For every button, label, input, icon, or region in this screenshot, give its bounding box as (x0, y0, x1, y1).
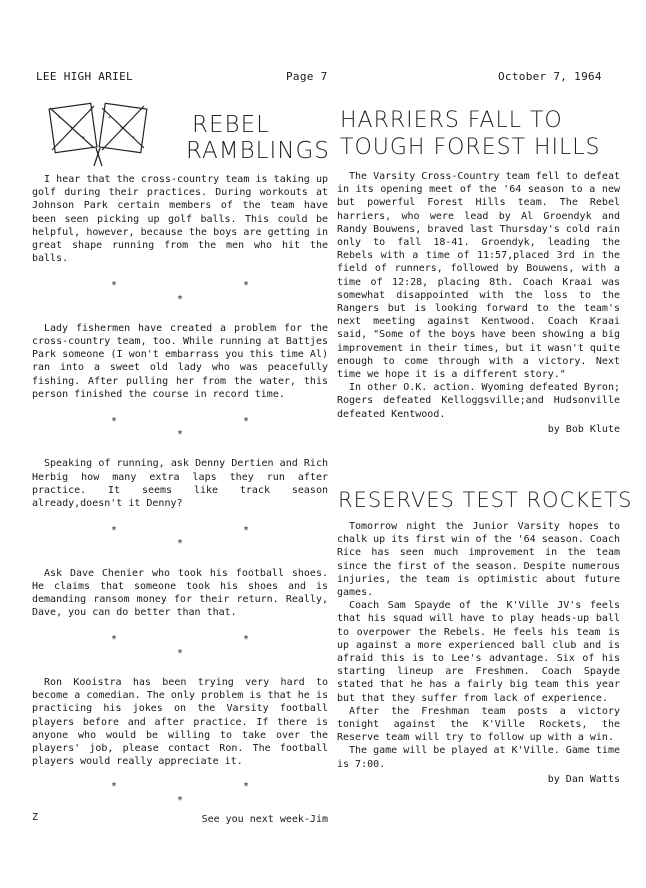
section-divider: * * * (110, 634, 310, 659)
section-divider: * * * (110, 525, 310, 550)
typist-mark: Z (32, 811, 39, 823)
article-paragraph: Ron Kooistra has been trying very hard to become a comedian. The only problem is that he is practicing his jokes on the Varsity football players before and after practice. If there is anyone who would be willing to take over the players' job, please contact Ron. The football players would really appreciate it. (32, 676, 328, 768)
article-paragraph: The game will be played at K'Ville. Game time is 7:00. (337, 745, 620, 770)
headline-line-2: TOUGH FOREST HILLS (340, 135, 601, 160)
article-paragraph: Ask Dave Chenier who took his football shoes. He claims that someone took his shoes and is demanding ransom money for their return. Really, Dave, you can do better than that. (32, 567, 328, 619)
article-paragraph: After the Freshman team posts a victory tonight against the K'Ville Rockets, the Reserve team will try to follow up with a win. (337, 705, 620, 744)
article-paragraph: I hear that the cross-country team is taking up golf during their practices. During workouts at Johnson Park certain members of the team have been seen picking up golf balls. This could be helpful, however, because the boys are getting in great shape running from the men who hit the balls. (32, 174, 328, 265)
svg-text:*: * (70, 126, 74, 132)
svg-text:*: * (82, 136, 86, 142)
article-paragraph: Lady fishermen have created a problem for the cross-country team, too. While running at Battjes Park someone (I won't embarrass you this time Al) ran into a sweet old lady who was peacefully fishing. After pulling her from the water, this person finished the course in record time. (32, 322, 328, 400)
svg-text:*: * (58, 116, 62, 122)
column-signoff: See you next week-Jim (201, 813, 328, 825)
rebel-flags-logo (44, 100, 164, 170)
svg-text:*: * (120, 126, 124, 132)
article-byline: by Bob Klute (547, 423, 620, 435)
article-paragraph: Coach Sam Spayde of the K'Ville JV's feels that his squad will have to play heads-up ball to overpower the Rebels. He feels his team is up against a more experienced ball club and is afraid this is to Lee's advantage. Six of his starting lineup are Freshmen. Coach Spayde stated that he has a fairly big team this year but that they suffer from lack of experience. (337, 600, 620, 704)
article-paragraph: Speaking of running, ask Denny Dertien and Rich Herbig how many extra laps they run after practice. It seems like track season already,doesn't it Denny? (32, 458, 328, 510)
section-divider: * * * (110, 416, 310, 441)
section-divider: * * * (110, 781, 310, 806)
headline-line-1: REBEL (192, 112, 270, 138)
svg-text:*: * (132, 136, 136, 142)
headline-line-1: HARRIERS FALL TO (340, 108, 563, 133)
harriers-headline (340, 107, 601, 161)
rebel-ramblings-column (32, 173, 328, 827)
headline-line-2: RAMBLINGS (186, 138, 330, 164)
article-byline: by Dan Watts (547, 773, 620, 785)
page-number: Page 7 (286, 70, 328, 83)
article-paragraph: In other O.K. action. Wyoming defeated Byron; Rogers defeated Kelloggsville;and Hudsonville defeated Kentwood. (337, 382, 620, 420)
article-paragraph: Tomorrow night the Junior Varsity hopes to chalk up its first win of the '64 season. Coach Rice has seen much improvement in the team since the first of the season. Despite numerous injuries, the team is optimistic about future games. (337, 521, 620, 599)
svg-text:*: * (108, 116, 112, 122)
rebel-ramblings-headline (186, 112, 330, 164)
section-divider: * * * (110, 280, 310, 305)
masthead-title: LEE HIGH ARIEL (36, 70, 133, 83)
issue-date: October 7, 1964 (498, 70, 602, 83)
article-paragraph: The Varsity Cross-Country team fell to defeat in its opening meet of the '64 season to a new but powerful Forest Hills team. The Rebel harriers, who were lead by Al Groendyk and Randy Bouwens, braved last Thursday's cold rain only to fall 18-41. Groendyk, leading the Rebels with a time of 11:57,placed 3rd in the field of runners, followed by Bouwens, with a time of 12:28, placing 8th. Coach Kraai was somewhat disappointed with the loss to the Rangers but is looking forward to the team's next meeting against Kentwood. Coach Kraai said, "Some of the boys have been showing a big improvement in their times, but it wasn't quite enough to come through with a victory. Next time we hope it is a different story." (337, 171, 620, 381)
reserves-headline: RESERVES TEST ROCKETS (338, 488, 633, 512)
reserves-article (337, 520, 620, 786)
harriers-article (337, 170, 620, 436)
